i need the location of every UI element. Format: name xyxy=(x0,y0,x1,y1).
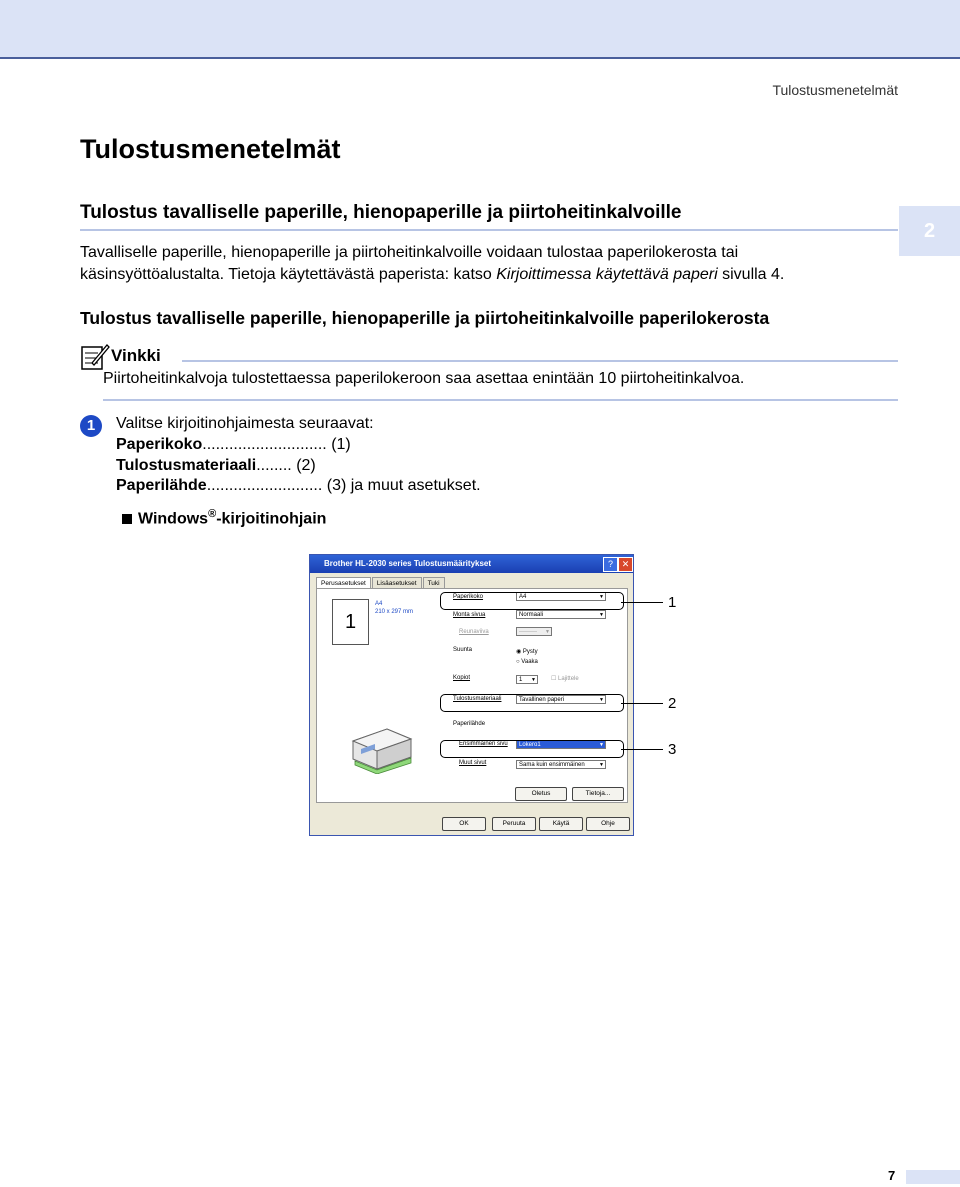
printer-illustration-icon xyxy=(347,719,417,774)
close-icon[interactable]: ✕ xyxy=(618,557,633,572)
settings-list xyxy=(116,435,481,497)
help-button[interactable]: Ohje xyxy=(586,817,630,831)
paper-size-select[interactable]: A4 ▼ xyxy=(516,592,606,601)
dialog-title: Brother HL-2030 series Tulostusmääritykset xyxy=(310,555,633,573)
page-number-tab xyxy=(906,1170,960,1184)
step-number-badge: 1 xyxy=(80,415,102,437)
paper-size-label: Paperikoko xyxy=(453,594,484,600)
ok-button[interactable]: OK xyxy=(442,817,486,831)
running-header: Tulostusmenetelmät xyxy=(772,82,898,98)
default-button[interactable]: Oletus xyxy=(515,787,567,801)
note-rule-top xyxy=(182,360,898,362)
portrait-label: Pysty xyxy=(522,649,538,655)
copies-spinner[interactable]: 1 ▼ xyxy=(516,675,538,684)
other-pages-label: Muut sivut xyxy=(459,760,487,766)
apply-button[interactable]: Käytä xyxy=(539,817,583,831)
cross-reference-link[interactable]: Kirjoittimessa käytettävä paperi xyxy=(496,266,718,283)
list-item xyxy=(116,476,481,497)
intro-line-1: Tavalliselle paperille, hienopaperille ja piirtoheitinkalvoille voidaan tulostaa paperilokerosta tai xyxy=(80,244,739,261)
callout-number-2: 2 xyxy=(668,695,677,712)
item-value: (2) xyxy=(296,456,316,474)
list-item xyxy=(116,456,481,477)
tab-advanced[interactable]: Lisäasetukset xyxy=(372,577,422,589)
preview-dimensions: 210 x 297 mm xyxy=(375,609,414,615)
cancel-button[interactable]: Peruuta xyxy=(492,817,536,831)
intro-line-2 xyxy=(80,264,890,286)
collate-label: Lajittele xyxy=(558,676,579,682)
landscape-label: Vaaka xyxy=(521,659,538,665)
pages-per-sheet-label: Monta sivua xyxy=(453,612,486,618)
callout-line-2 xyxy=(621,703,663,704)
intro-line-2-prefix: käsinsyöttöalustalta. Tietoja käytettävästä paperista: katso xyxy=(80,266,497,283)
copies-label: Kopiot xyxy=(453,675,471,681)
note-rule-bottom xyxy=(103,399,898,401)
intro-line-2-suffix: sivulla 4. xyxy=(717,266,785,283)
printer-preferences-dialog xyxy=(309,554,634,836)
note-label: Vinkki xyxy=(111,346,161,365)
border-select[interactable]: --------- ▼ xyxy=(516,627,552,636)
collate-checkbox[interactable]: ☐ Lajittele xyxy=(551,676,579,682)
about-button[interactable]: Tietoja... xyxy=(572,787,624,801)
portrait-radio[interactable]: ◉ Pysty xyxy=(516,649,538,655)
square-bullet-icon xyxy=(122,514,132,524)
note-pencil-icon xyxy=(80,341,110,371)
help-icon[interactable]: ? xyxy=(603,557,618,572)
page-preview: 1 xyxy=(332,599,369,645)
chapter-tab: 2 xyxy=(899,206,960,256)
callout-oval-1 xyxy=(440,592,624,610)
bullet-suffix: -kirjoitinohjain xyxy=(216,510,327,528)
callout-oval-3 xyxy=(440,740,624,758)
intro-paragraph xyxy=(80,242,890,286)
item-dots: .......................... xyxy=(206,477,323,494)
page-title: Tulostusmenetelmät xyxy=(80,134,341,164)
section-rule xyxy=(80,229,898,231)
media-select[interactable]: Tavallinen paperi ▼ xyxy=(516,695,606,704)
callout-line-1 xyxy=(621,602,663,603)
item-key: Paperikoko xyxy=(116,436,203,453)
paper-source-label: Paperilähde xyxy=(453,721,486,727)
callout-number-3: 3 xyxy=(668,741,677,758)
other-pages-select[interactable]: Sama kuin ensimmäinen ▼ xyxy=(516,760,606,769)
first-page-label: Ensimmäinen sivu xyxy=(459,741,508,747)
orientation-label: Suunta xyxy=(453,647,473,653)
bullet-prefix: Windows xyxy=(138,510,209,528)
landscape-radio[interactable]: ○ Vaaka xyxy=(516,659,538,665)
first-page-select[interactable]: Lokero1 ▼ xyxy=(516,740,606,749)
item-value: (1) xyxy=(331,436,351,453)
item-dots: ............................ xyxy=(202,436,327,453)
item-value: (3) ja muut asetukset. xyxy=(326,477,481,494)
tab-basic[interactable]: Perusasetukset xyxy=(316,577,371,589)
registered-mark: ® xyxy=(208,508,217,520)
callout-oval-2 xyxy=(440,694,624,712)
border-label: Reunaviiva xyxy=(459,629,489,635)
tab-support[interactable]: Tuki xyxy=(423,577,445,589)
step-instruction: Valitse kirjoitinohjaimesta seuraavat: xyxy=(116,415,374,432)
bullet-heading xyxy=(138,508,326,528)
section-heading: Tulostus tavalliselle paperille, hienopaperille ja piirtoheitinkalvoille xyxy=(80,202,682,223)
preview-size: A4 xyxy=(375,601,383,607)
callout-line-3 xyxy=(621,749,663,750)
callout-number-1: 1 xyxy=(668,594,677,611)
pages-per-sheet-select[interactable]: Normaali ▼ xyxy=(516,610,606,619)
page-number: 7 xyxy=(888,1168,896,1183)
item-key: Paperilähde xyxy=(116,477,207,494)
media-label: Tulostusmateriaali xyxy=(453,696,502,702)
list-item xyxy=(116,435,481,456)
top-band xyxy=(0,0,960,59)
note-text: Piirtoheitinkalvoja tulostettaessa paperilokeroon saa asettaa enintään 10 piirtoheitinkalvoa. xyxy=(103,370,745,387)
item-key: Tulostusmateriaali xyxy=(116,456,257,474)
item-dots: ........ xyxy=(256,456,292,474)
subsection-heading: Tulostus tavalliselle paperille, hienopaperille ja piirtoheitinkalvoille paperilokerosta xyxy=(80,308,770,328)
preview-info xyxy=(375,600,413,616)
